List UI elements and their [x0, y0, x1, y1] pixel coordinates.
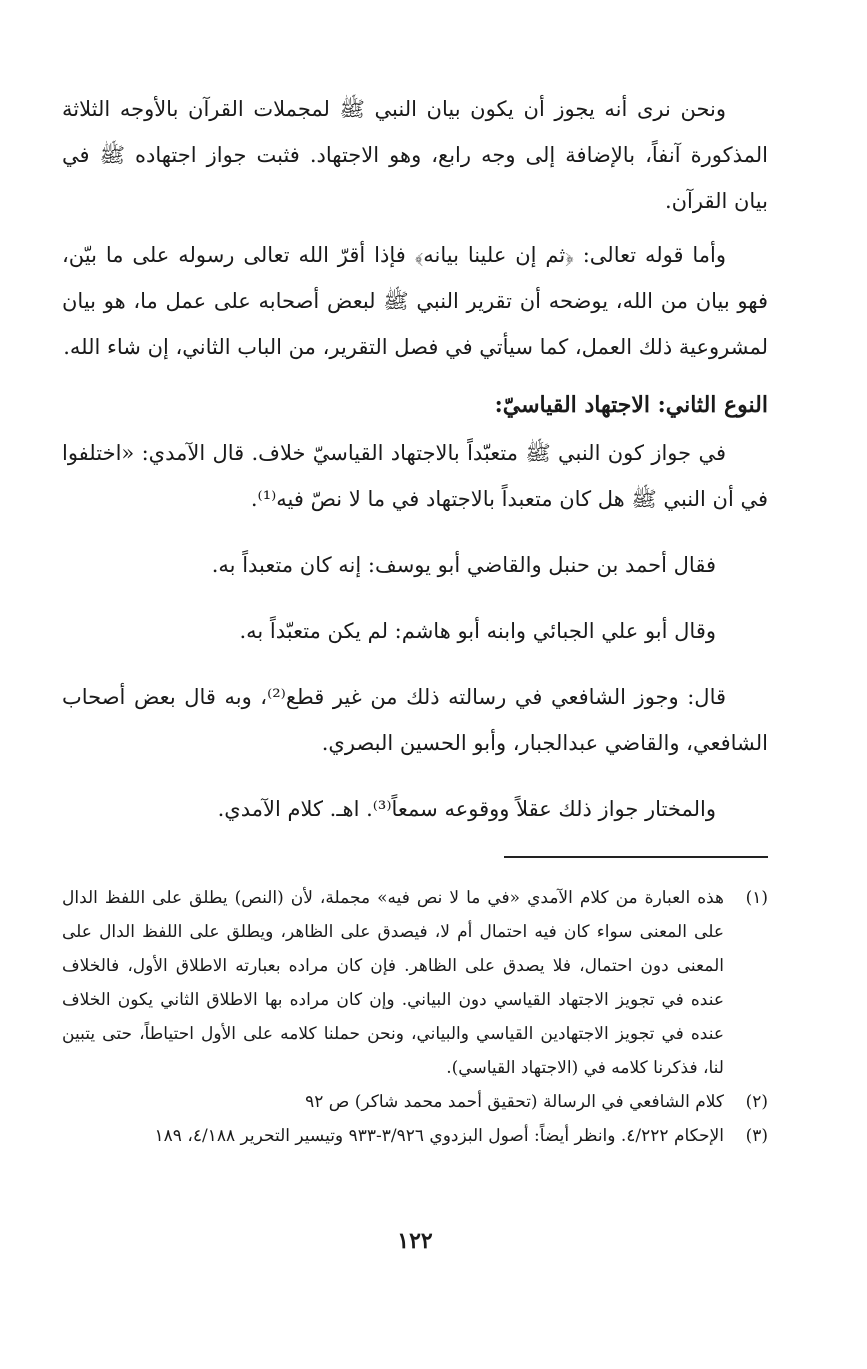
footnotes [62, 881, 768, 1153]
section-heading: النوع الثاني: الاجتهاد القياسيّ: [494, 392, 768, 418]
footnote-text: الإحكام ٤/٢٢٢. وانظر أيضاً: أصول البزدوي ٣/٩٢٦-٩٣٣ وتيسير التحرير ٤/١٨٨، ١٨٩ [154, 1126, 724, 1146]
footnote-item [62, 1119, 768, 1153]
book-page [62, 86, 768, 1356]
footnote-text: هذه العبارة من كلام الآمدي «في ما لا نص فيه» مجملة، لأن (النص) يطلق على اللفظ الدال على المعنى سواء كان فيه احتمال أم لا، فيصدق على الظاهر، ويطلق على اللفظ الدال على المعنى دون احتمال، فلا يصدق على الظاهر. فإن كان مراده بعبارته الاطلاق الأول، فالخلاف عنده في تجويز الاجتهاد القياسي دون البياني. وإن كان مراده بها الاطلاق الثاني يكون الخلاف عنده في تجويز الاجتهادين القياسي والبياني، ونحن حملنا كلامه على الأول احتياطاً، حتى يتبين لنا، فذكرنا كلامه في (الاجتهاد القياسي). [62, 888, 724, 1078]
paragraph-jubbai-opinion: وقال أبو علي الجبائي وابنه أبو هاشم: لم يكن متعبّداً به. [239, 619, 716, 643]
footnote-item [62, 1085, 768, 1119]
paragraph-shafii-opinion: قال: وجوز الشافعي في رسالته ذلك من غير قطع⁽²⁾، وبه قال بعض أصحاب الشافعي، والقاضي عبدالجبار، وأبو الحسين البصري. [62, 685, 768, 755]
footnote-marker: (٢) [745, 1092, 768, 1112]
paragraph-bayan-ijtihad: ونحن نرى أنه يجوز أن يكون بيان النبي ﷺ لمجملات القرآن بالأوجه الثلاثة المذكورة آنفاً، بالإضافة إلى وجه رابع، وهو الاجتهاد. فثبت جواز اجتهاده ﷺ في بيان القرآن. [62, 97, 768, 213]
paragraph-amidi-quote: في جواز كون النبي ﷺ متعبّداً بالاجتهاد القياسيّ خلاف. قال الآمدي: «اختلفوا في أن النبي ﷺ هل كان متعبداً بالاجتهاد في ما لا نصّ فيه⁽¹⁾. [62, 441, 768, 511]
paragraph-taqrir: وأما قوله تعالى: ﴿ثم إن علينا بيانه﴾ فإذا أقرّ الله تعالى رسوله على ما بيّن، فهو بيان من الله، يوضحه أن تقرير النبي ﷺ لبعض أصحابه على عمل ما، هو بيان لمشروعية ذلك العمل، كما سيأتي في فصل التقرير، من الباب الثاني، إن شاء الله. [62, 243, 768, 359]
footnote-marker: (١) [745, 888, 768, 908]
footnote-divider [504, 856, 768, 858]
page-number: ١٢٢ [397, 1228, 433, 1254]
footnote-text: كلام الشافعي في الرسالة (تحقيق أحمد محمد شاكر) ص ٩٢ [305, 1092, 724, 1112]
footnote-item [62, 881, 768, 1085]
paragraph-ahmad-opinion: فقال أحمد بن حنبل والقاضي أبو يوسف: إنه كان متعبداً به. [211, 553, 716, 577]
footnote-marker: (٣) [745, 1126, 768, 1146]
paragraph-mukhtar: والمختار جواز ذلك عقلاً ووقوعه سمعاً⁽³⁾. اهـ. كلام الآمدي. [217, 797, 716, 821]
